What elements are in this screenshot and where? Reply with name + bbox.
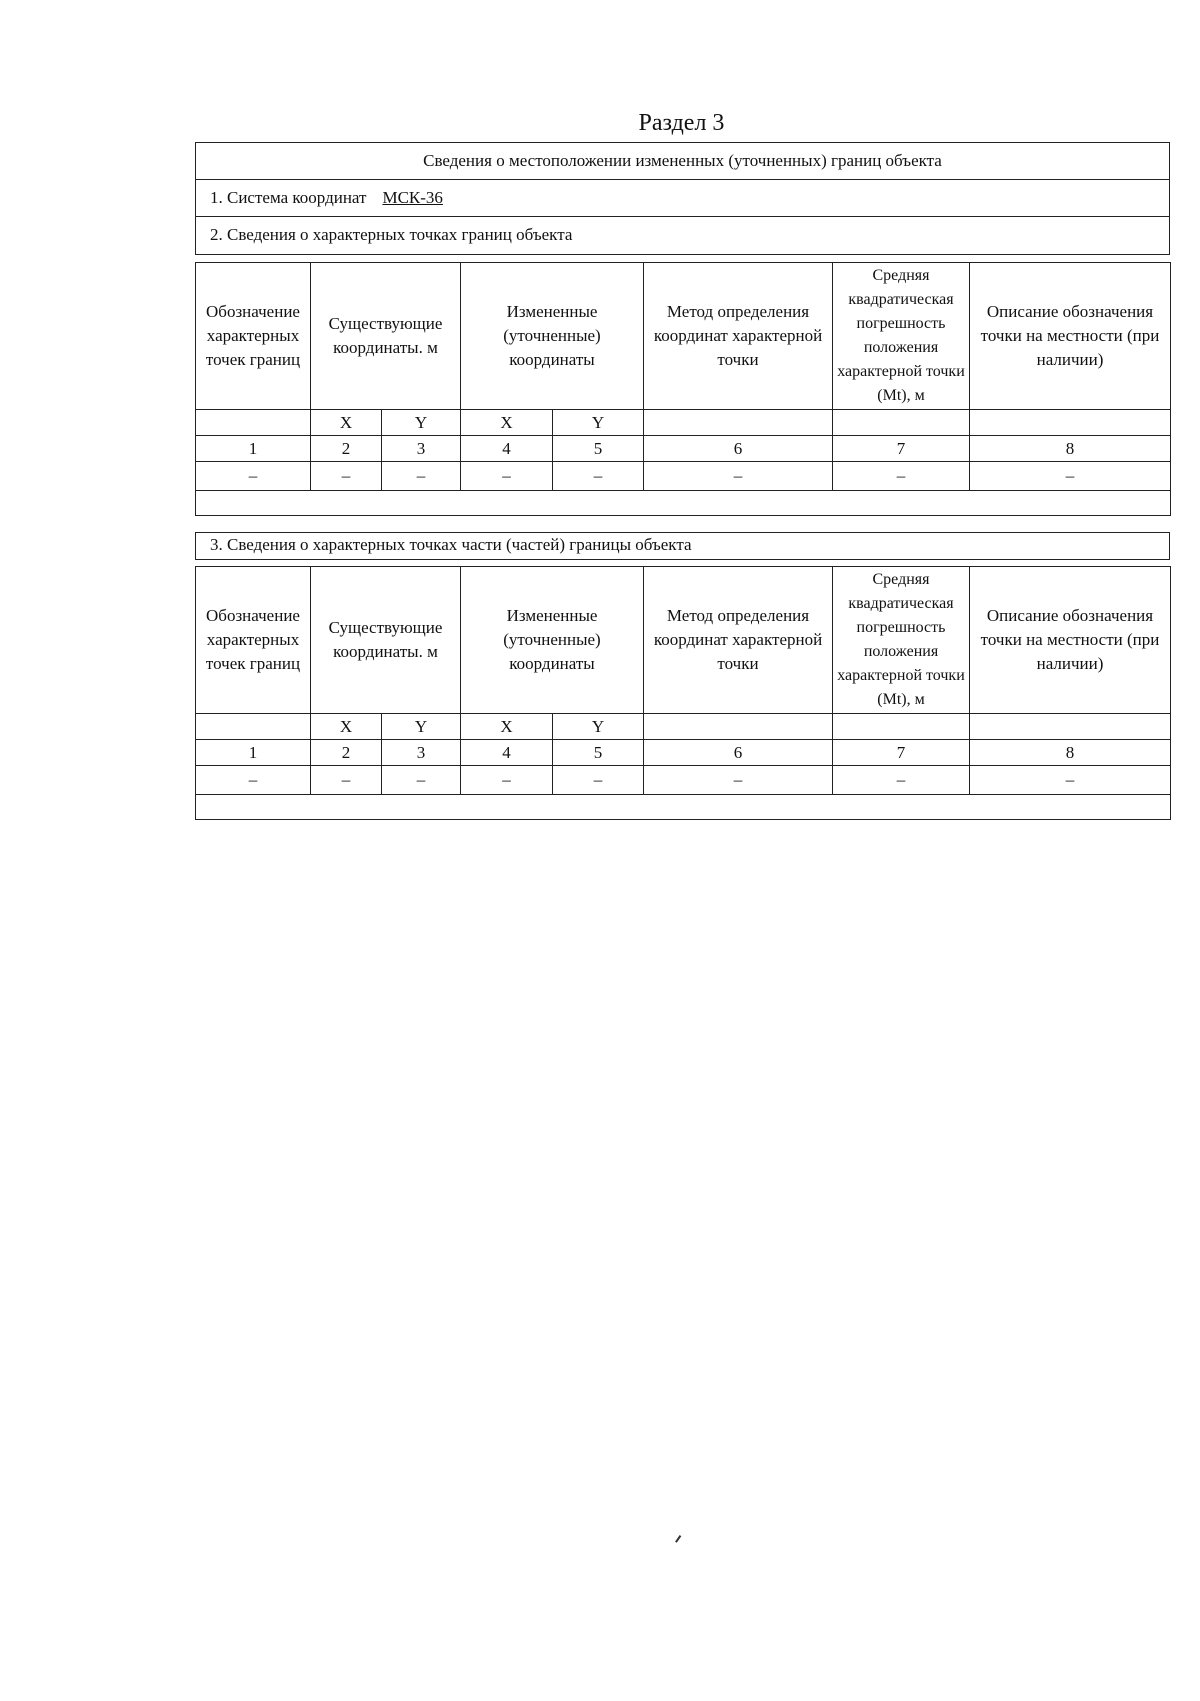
column-number: 2 — [311, 436, 382, 462]
header-changed-coords: Измененные (уточненные) координаты — [461, 263, 644, 410]
column-number: 8 — [970, 740, 1171, 766]
table-cell: – — [553, 766, 644, 795]
page-title: Раздел 3 — [638, 110, 725, 136]
x-label: X — [311, 714, 382, 740]
table-cell: – — [644, 462, 833, 491]
table-cell: – — [833, 766, 970, 795]
xy-empty-cell — [833, 410, 970, 436]
xy-empty-cell — [196, 410, 311, 436]
column-number: 2 — [311, 740, 382, 766]
column-number: 4 — [461, 436, 553, 462]
xy-empty-cell — [196, 714, 311, 740]
y-label: Y — [382, 410, 461, 436]
table-cell: – — [382, 462, 461, 491]
header-changed-coords: Измененные (уточненные) координаты — [461, 567, 644, 714]
table-cell: – — [970, 462, 1171, 491]
y-label: Y — [553, 410, 644, 436]
header-description: Описание обозначения точки на местности (при наличии) — [970, 567, 1171, 714]
column-number: 3 — [382, 740, 461, 766]
xy-empty-cell — [970, 714, 1171, 740]
column-number: 1 — [196, 740, 311, 766]
table-cell: – — [196, 462, 311, 491]
column-number: 3 — [382, 436, 461, 462]
coord-system-value: МСК-36 — [382, 188, 443, 207]
boundary-points-table — [195, 262, 1171, 516]
table-cell: – — [196, 766, 311, 795]
table-cell: – — [970, 766, 1171, 795]
column-number: 7 — [833, 740, 970, 766]
table-cell: – — [461, 462, 553, 491]
column-number: 5 — [553, 740, 644, 766]
header-mean-error: Средняя квадратическая погрешность положения характерной точки (Mt), м — [833, 263, 970, 410]
table-cell: – — [461, 766, 553, 795]
column-number: 7 — [833, 436, 970, 462]
column-number: 6 — [644, 436, 833, 462]
table-cell: – — [311, 766, 382, 795]
xy-empty-cell — [644, 410, 833, 436]
x-label: X — [461, 714, 553, 740]
x-label: X — [311, 410, 382, 436]
part-points-table — [195, 566, 1171, 820]
part-heading: 3. Сведения о характерных точках части (частей) границы объекта — [210, 535, 692, 554]
header-point-designation: Обозначение характерных точек границ — [196, 567, 311, 714]
table-empty-row — [196, 491, 1171, 516]
object-info-box — [195, 142, 1170, 255]
header-method: Метод определения координат характерной точки — [644, 567, 833, 714]
header-existing-coords: Существующие координаты. м — [311, 263, 461, 410]
table-cell: – — [311, 462, 382, 491]
header-method: Метод определения координат характерной точки — [644, 263, 833, 410]
header-existing-coords: Существующие координаты. м — [311, 567, 461, 714]
column-number: 4 — [461, 740, 553, 766]
table-cell: – — [644, 766, 833, 795]
x-label: X — [461, 410, 553, 436]
header-point-designation: Обозначение характерных точек границ — [196, 263, 311, 410]
xy-empty-cell — [833, 714, 970, 740]
xy-empty-cell — [970, 410, 1171, 436]
column-number: 6 — [644, 740, 833, 766]
column-number: 5 — [553, 436, 644, 462]
coord-system-row — [196, 180, 1169, 217]
coord-system-label: 1. Система координат — [210, 188, 367, 207]
scan-mark — [675, 1535, 681, 1542]
table-cell: – — [382, 766, 461, 795]
part-heading-box — [195, 532, 1170, 560]
column-number: 8 — [970, 436, 1171, 462]
y-label: Y — [553, 714, 644, 740]
y-label: Y — [382, 714, 461, 740]
header-description: Описание обозначения точки на местности (при наличии) — [970, 263, 1171, 410]
xy-empty-cell — [644, 714, 833, 740]
table-cell: – — [833, 462, 970, 491]
table-cell: – — [553, 462, 644, 491]
column-number: 1 — [196, 436, 311, 462]
points-heading: 2. Сведения о характерных точках границ объекта — [210, 225, 573, 244]
table-empty-row — [196, 795, 1171, 820]
header-mean-error: Средняя квадратическая погрешность положения характерной точки (Mt), м — [833, 567, 970, 714]
info-box-title: Сведения о местоположении измененных (уточненных) границ объекта — [196, 143, 1169, 180]
